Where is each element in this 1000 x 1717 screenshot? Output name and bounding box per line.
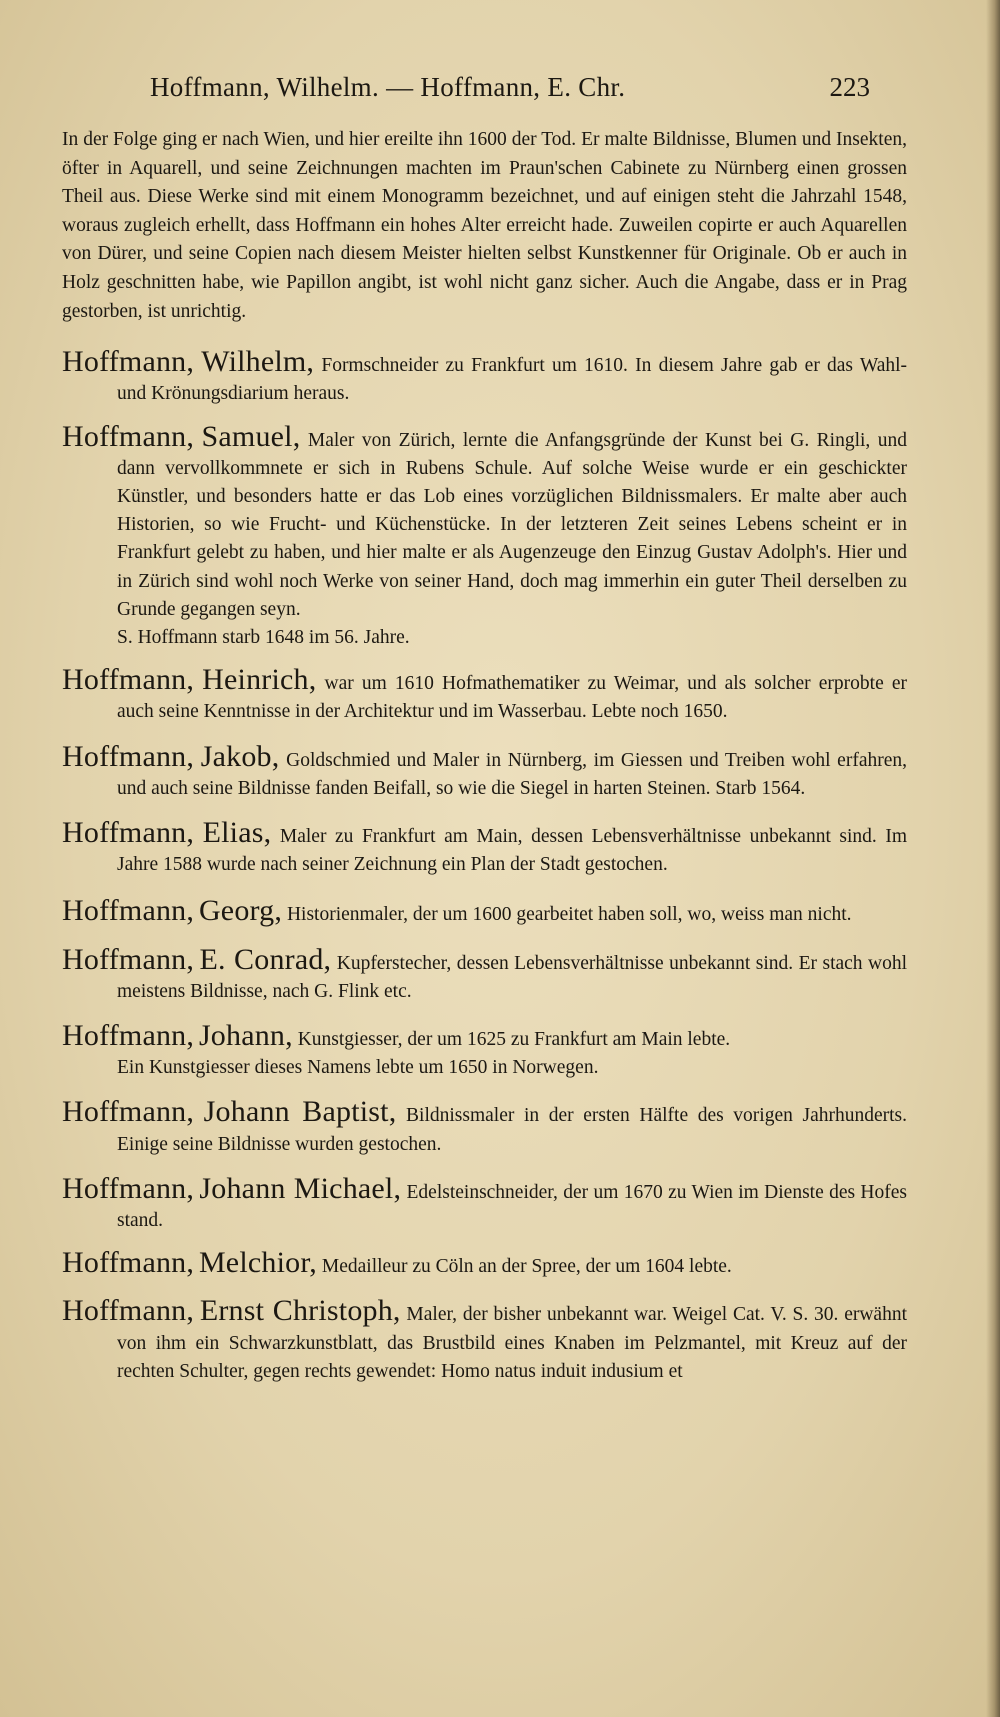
page-edge-shadow — [986, 0, 1000, 1717]
entry-ernst-christoph — [62, 1294, 908, 1386]
entry-georg — [62, 894, 907, 929]
entry-e-conrad — [62, 942, 908, 1006]
entry-surname: Hoffmann, — [62, 1095, 195, 1129]
entry-surname: Hoffmann, — [62, 1019, 195, 1053]
entry-surname: Hoffmann, — [62, 739, 195, 773]
entry-surname: Hoffmann, — [62, 894, 195, 928]
entry-given-name: E. Conrad, — [199, 942, 332, 976]
entry-given-name: Jakob, — [200, 739, 280, 773]
entry-given-name: Samuel, — [201, 419, 301, 453]
page-body — [62, 126, 907, 1386]
entry-text: Bildnissmaler in der ersten Hälfte des vorigen Jahrhunderts. Einige seine Bildnisse wurden gestochen. — [117, 1105, 907, 1155]
entry-text: war um 1610 Hofmathematiker zu Weimar, und als solcher erprobte er auch seine Kenntnisse in der Architektur und im Wasserbau. Lebte noch 1650. — [117, 673, 907, 723]
entry-text: Kunstgiesser, der um 1625 zu Frankfurt am Main lebte. — [297, 1029, 731, 1051]
entry-given-name: Ernst Christoph, — [199, 1294, 401, 1328]
running-head-title: Hoffmann, Wilhelm. — Hoffmann, E. Chr. — [150, 72, 626, 102]
entry-johann-michael — [62, 1171, 907, 1235]
entry-jakob — [62, 739, 908, 803]
entry-given-name: Wilhelm, — [201, 345, 315, 379]
entry-text: Goldschmied und Maler in Nürnberg, im Giessen und Treiben wohl erfahren, und auch seine Bildnisse fanden Beifall, so wie die Siegel in harten Steinen. Starb 1564. — [117, 749, 908, 799]
entry-text: Historienmaler, der um 1600 gearbeitet haben soll, wo, weiss man nicht. — [286, 904, 852, 926]
entry-wilhelm — [62, 345, 908, 408]
entry-melchior — [62, 1246, 907, 1281]
running-head — [150, 72, 870, 112]
entry-given-name: Georg, — [198, 894, 283, 928]
entry-johann — [62, 1019, 907, 1082]
entry-heinrich — [62, 663, 907, 726]
entry-text: Edelsteinschneider, der um 1670 zu Wien im Dienste des Hofes stand. — [117, 1181, 907, 1232]
entry-note: S. Hoffmann starb 1648 im 56. Jahre. — [117, 626, 410, 648]
entry-given-name: Melchior, — [198, 1246, 318, 1280]
entry-surname: Hoffmann, — [62, 816, 195, 849]
entry-surname: Hoffmann, — [62, 1246, 195, 1280]
entry-johann-baptist — [62, 1095, 907, 1158]
entry-given-name: Heinrich, — [202, 663, 317, 697]
entry-text: Maler zu Frankfurt am Main, dessen Lebensverhältnisse unbekannt sind. Im Jahre 1588 wurde nach seiner Zeichnung ein Plan der Stadt gestochen. — [117, 826, 908, 876]
entry-elias — [62, 816, 908, 879]
entry-text: Maler, der bisher unbekannt war. Weigel Cat. V. S. 30. erwähnt von ihm ein Schwarzkunstblatt, das Brustbild eines Knaben im Pelzmantel, mit Kreuz auf der rechten Schulter, gegen rechts gewendet: Homo natus induit indusium et — [117, 1304, 908, 1382]
entry-text: Kupferstecher, dessen Lebensverhältnisse unbekannt sind. Er stach wohl meistens Bildnisse, nach G. Flink etc. — [117, 952, 908, 1002]
page-number: 223 — [829, 72, 870, 102]
entry-given-name: Johann Michael, — [199, 1171, 402, 1205]
continuation-paragraph: In der Folge ging er nach Wien, und hier ereilte ihn 1600 der Tod. Er malte Bildnisse, Blumen und Insekten, öfter in Aquarell, und seine Zeichnungen machten im Praun'schen Cabinete zu Nürnberg einen grossen Theil aus. Diese Werke sind mit einem Monogramm bezeichnet, und auf einigen steht die Jahrzahl 1548, woraus zugleich erhellt, dass Hoffmann ein hohes Alter erreicht hade. Zuweilen copirte er auch Aquarellen von Dürer, und seine Copien nach diesem Meister hielten selbst Kunstkenner für Originale. Ob er auch in Holz geschnitten habe, wie Papillon angibt, ist wohl nicht ganz sicher. Auch die Angabe, dass er in Prag gestorben, ist unrichtig. — [62, 129, 907, 322]
entry-text: Maler von Zürich, lernte die Anfangsgründe der Kunst bei G. Ringli, und dann vervollkommnete er sich in Rubens Schule. Auf solche Weise wurde er ein geschickter Künstler, und besonders hatte er das Lob eines vorzüglichen Bildnissmalers. Er malte aber auch Historien, so wie Frucht- und Küchenstücke. In der letzteren Zeit seines Lebens scheint er in Frankfurt gelebt zu haben, und hier malte er als Augenzeuge den Einzug Gustav Adolph's. Hier und in Zürich sind wohl noch Werke von seiner Hand, doch mag immerhin ein guter Theil derselben zu Grunde gegangen seyn. — [117, 429, 907, 620]
entry-given-name: Johann, — [198, 1019, 293, 1053]
entry-given-name: Johann Baptist, — [203, 1095, 397, 1129]
entry-samuel — [62, 419, 907, 653]
entry-surname: Hoffmann, — [62, 345, 195, 379]
entry-surname: Hoffmann, — [62, 1294, 195, 1328]
entry-surname: Hoffmann, — [62, 1171, 195, 1205]
entry-surname: Hoffmann, — [62, 419, 195, 453]
entry-note: Ein Kunstgiesser dieses Namens lebte um 1650 in Norwegen. — [117, 1057, 599, 1079]
entry-given-name: Elias, — [202, 816, 272, 849]
entry-text: Medailleur zu Cöln an der Spree, der um 1604 lebte. — [321, 1256, 732, 1278]
entry-surname: Hoffmann, — [62, 942, 195, 976]
entry-surname: Hoffmann, — [62, 663, 195, 697]
entry-text: Formschneider zu Frankfurt um 1610. In diesem Jahre gab er das Wahl- und Krönungsdiarium heraus. — [117, 355, 908, 405]
